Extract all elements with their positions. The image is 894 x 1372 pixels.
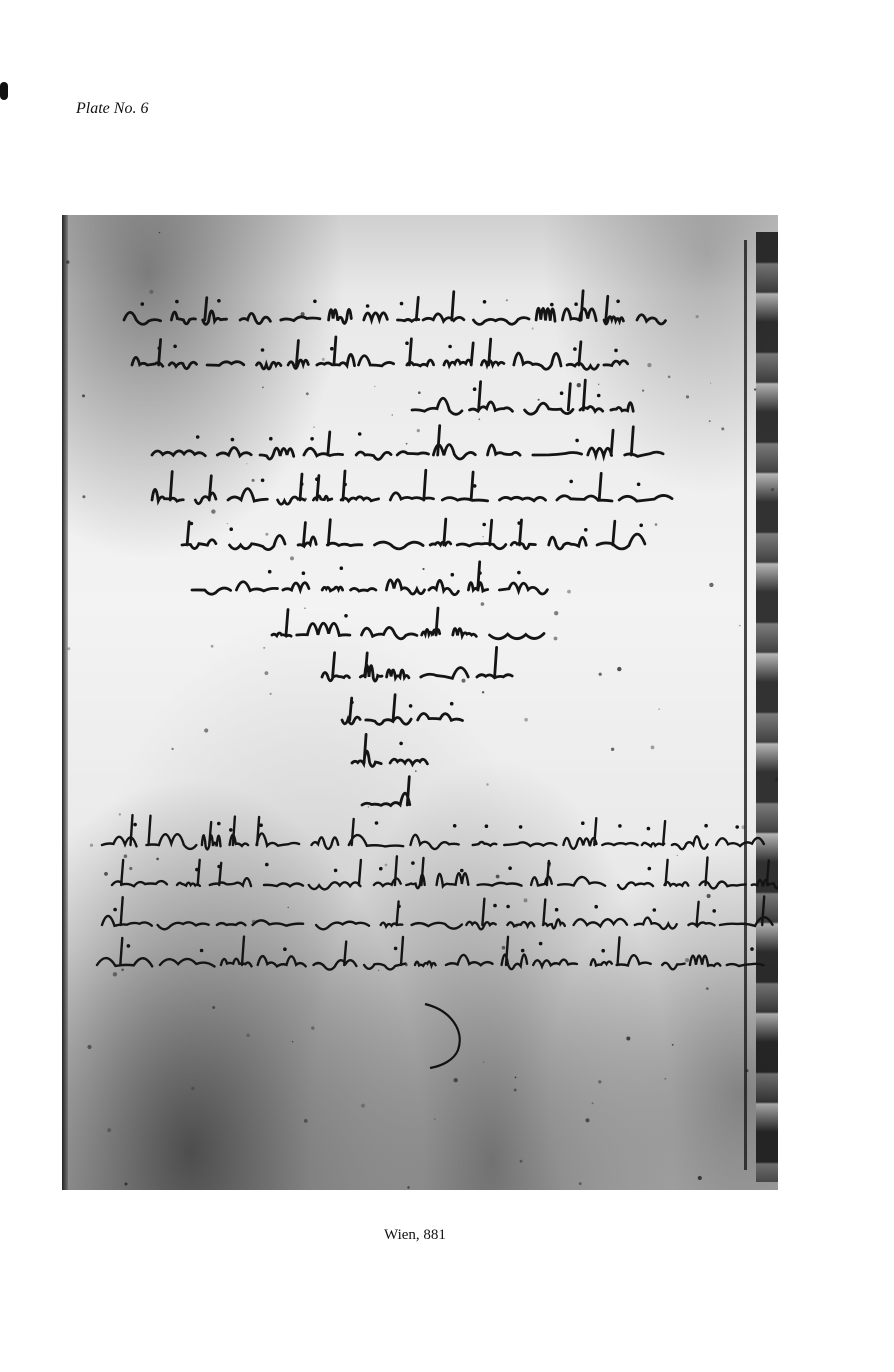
ink-stroke xyxy=(132,337,628,369)
diacritic-dot xyxy=(550,303,554,307)
diacritic-dot xyxy=(229,828,233,832)
paper-speck xyxy=(483,536,484,537)
diacritic-dot xyxy=(229,527,233,531)
paper-speck xyxy=(82,394,85,397)
paper-speck xyxy=(515,1077,517,1079)
paper-speck xyxy=(252,479,255,482)
paper-speck xyxy=(270,693,272,695)
ink-stroke xyxy=(412,380,633,414)
paper-speck xyxy=(265,533,268,536)
plate-number: Plate No. 6 xyxy=(76,100,149,117)
diacritic-dot xyxy=(127,944,131,948)
paper-speck xyxy=(156,858,159,861)
ink-stroke xyxy=(272,608,544,639)
diacritic-dot xyxy=(614,349,618,353)
paper-speck xyxy=(171,748,173,750)
diacritic-dot xyxy=(265,863,269,867)
paper-speck xyxy=(378,970,379,971)
diacritic-dot xyxy=(448,345,452,349)
diacritic-dot xyxy=(616,300,620,304)
paper-speck xyxy=(246,1034,250,1038)
paper-speck xyxy=(482,691,484,693)
diacritic-dot xyxy=(340,566,344,570)
paper-speck xyxy=(422,568,424,570)
diacritic-dot xyxy=(411,861,415,865)
diacritic-dot xyxy=(704,824,708,828)
paper-speck xyxy=(503,636,504,637)
paper-speck xyxy=(301,312,305,316)
paper-speck xyxy=(658,709,659,710)
diacritic-dot xyxy=(450,702,454,706)
paper-speck xyxy=(124,854,128,858)
diacritic-dot xyxy=(330,347,334,351)
paper-speck xyxy=(290,556,294,560)
paper-speck xyxy=(746,1069,749,1072)
diacritic-dot xyxy=(473,387,477,391)
script-line xyxy=(132,337,628,369)
diacritic-dot xyxy=(482,523,486,527)
diacritic-dot xyxy=(141,302,145,306)
diacritic-dot xyxy=(597,394,601,398)
paper-speck xyxy=(87,1045,91,1049)
paper-speck xyxy=(204,728,208,732)
paper-speck xyxy=(567,590,571,594)
paper-speck xyxy=(549,865,551,867)
paper-speck xyxy=(407,1186,409,1188)
paper-speck xyxy=(554,637,558,641)
diacritic-dot xyxy=(555,908,559,912)
diacritic-dot xyxy=(366,304,370,308)
colophon-ornament xyxy=(420,1000,470,1070)
paper-speck xyxy=(374,386,376,388)
diacritic-dot xyxy=(283,947,287,951)
paper-speck xyxy=(706,987,709,990)
diacritic-dot xyxy=(493,904,497,908)
paper-speck xyxy=(514,1089,517,1092)
paper-speck xyxy=(742,825,746,829)
script-line xyxy=(272,608,544,639)
paper-speck xyxy=(698,1176,702,1180)
paper-speck xyxy=(754,388,756,390)
paper-speck xyxy=(672,1044,674,1046)
paper-speck xyxy=(227,523,228,524)
paper-speck xyxy=(502,946,506,950)
diacritic-dot xyxy=(453,824,457,828)
script-line xyxy=(112,856,778,889)
script-line xyxy=(152,470,672,504)
script-line xyxy=(102,815,764,849)
ink-stroke xyxy=(102,896,773,929)
paper-speck xyxy=(524,718,528,722)
script-line xyxy=(97,937,764,970)
paper-speck xyxy=(506,299,508,301)
paper-speck xyxy=(771,488,774,491)
paper-speck xyxy=(577,383,581,387)
diacritic-dot xyxy=(261,348,265,352)
paper-speck xyxy=(617,667,621,671)
paper-speck xyxy=(292,1041,293,1042)
paper-speck xyxy=(434,1118,436,1120)
ink-stroke xyxy=(322,647,512,681)
paper-speck xyxy=(263,647,265,649)
paper-speck xyxy=(107,1128,111,1132)
diacritic-dot xyxy=(712,909,716,913)
paper-speck xyxy=(585,1118,589,1122)
paper-speck xyxy=(454,1078,458,1082)
paper-speck xyxy=(664,1078,666,1080)
paper-speck xyxy=(309,317,310,318)
diacritic-dot xyxy=(575,439,579,443)
diacritic-dot xyxy=(735,825,739,829)
diacritic-dot xyxy=(358,432,362,436)
ink-stroke xyxy=(152,470,672,504)
ink-stroke xyxy=(124,291,666,325)
paper-speck xyxy=(483,1061,484,1062)
paper-speck xyxy=(415,770,417,772)
diacritic-dot xyxy=(173,345,177,349)
diacritic-dot xyxy=(259,823,263,827)
diacritic-dot xyxy=(268,570,272,574)
paper-speck xyxy=(246,463,247,464)
script-line xyxy=(124,291,666,325)
ink-stroke xyxy=(192,562,547,595)
paper-speck xyxy=(709,583,713,587)
script-line xyxy=(192,562,547,595)
diacritic-dot xyxy=(569,480,573,484)
diacritic-dot xyxy=(399,742,403,746)
script-line xyxy=(412,380,633,414)
paper-speck xyxy=(462,679,466,683)
diacritic-dot xyxy=(261,479,265,483)
diacritic-dot xyxy=(269,437,273,441)
script-line xyxy=(102,896,773,929)
ink-stroke xyxy=(362,777,410,806)
paper-speck xyxy=(66,260,69,263)
diacritic-dot xyxy=(639,524,643,528)
diacritic-dot xyxy=(560,391,564,395)
paper-speck xyxy=(385,864,388,867)
ink-stroke xyxy=(152,426,663,460)
diacritic-dot xyxy=(200,949,204,953)
paper-speck xyxy=(709,420,711,422)
paper-speck xyxy=(361,1104,365,1108)
diacritic-dot xyxy=(344,614,348,618)
paper-speck xyxy=(599,673,602,676)
paper-speck xyxy=(288,907,289,908)
diacritic-dot xyxy=(637,483,641,487)
paper-speck xyxy=(159,232,160,233)
paper-speck xyxy=(417,429,420,432)
diacritic-dot xyxy=(573,347,577,351)
paper-speck xyxy=(406,443,408,445)
paper-speck xyxy=(304,498,307,501)
diacritic-dot xyxy=(506,905,510,909)
paper-speck xyxy=(538,399,540,401)
paper-speck xyxy=(304,607,306,609)
script-line xyxy=(352,734,427,766)
diacritic-dot xyxy=(521,949,525,953)
paper-speck xyxy=(486,783,488,785)
script-line xyxy=(342,695,463,725)
paper-speck xyxy=(481,602,485,606)
paper-speck xyxy=(129,867,132,870)
diacritic-dot xyxy=(217,299,221,303)
paper-speck xyxy=(149,290,153,294)
diacritic-dot xyxy=(196,435,200,439)
paper-speck xyxy=(707,894,711,898)
paper-speck xyxy=(677,855,678,856)
paper-speck xyxy=(579,1182,582,1185)
ink-stroke xyxy=(352,734,427,766)
paper-speck xyxy=(82,495,85,498)
paper-speck xyxy=(478,418,480,420)
paper-speck xyxy=(626,1037,630,1041)
diacritic-dot xyxy=(584,528,588,532)
paper-speck xyxy=(392,414,393,415)
diacritic-dot xyxy=(175,300,179,304)
diacritic-dot xyxy=(394,947,398,951)
paper-speck xyxy=(739,625,741,627)
diacritic-dot xyxy=(601,949,605,953)
binding-mark xyxy=(0,82,8,100)
paper-speck xyxy=(647,363,651,367)
paper-speck xyxy=(598,384,599,385)
paper-speck xyxy=(322,358,325,361)
paper-speck xyxy=(592,1102,594,1104)
paper-speck xyxy=(113,972,117,976)
paper-speck xyxy=(90,844,93,847)
script-line xyxy=(362,777,410,806)
paper-speck xyxy=(710,383,711,384)
diacritic-dot xyxy=(231,438,235,442)
diacritic-dot xyxy=(217,822,221,826)
diacritic-dot xyxy=(133,823,137,827)
paper-speck xyxy=(496,875,500,879)
diacritic-dot xyxy=(581,821,585,825)
diacritic-dot xyxy=(574,302,578,306)
paper-speck xyxy=(125,1183,128,1186)
paper-speck xyxy=(642,390,644,392)
diacritic-dot xyxy=(594,905,598,909)
paper-speck xyxy=(104,872,108,876)
paper-speck xyxy=(405,963,408,966)
paper-speck xyxy=(265,671,269,675)
paper-speck xyxy=(211,645,214,648)
diacritic-dot xyxy=(375,821,379,825)
paper-speck xyxy=(696,315,699,318)
diacritic-dot xyxy=(313,300,317,304)
diacritic-dot xyxy=(508,866,512,870)
diacritic-dot xyxy=(647,827,651,831)
paper-speck xyxy=(262,387,264,389)
diacritic-dot xyxy=(750,947,754,951)
diacritic-dot xyxy=(483,300,487,304)
diacritic-dot xyxy=(310,437,314,441)
paper-speck xyxy=(252,920,256,924)
paper-speck xyxy=(119,813,121,815)
ink-stroke xyxy=(112,856,778,889)
paper-speck xyxy=(313,426,315,428)
paper-speck xyxy=(685,958,689,962)
paper-speck xyxy=(554,611,558,615)
diacritic-dot xyxy=(379,867,383,871)
paper-speck xyxy=(775,777,778,781)
figure-caption: Wien, 881 xyxy=(384,1227,446,1243)
paper-speck xyxy=(515,925,518,928)
paper-speck xyxy=(550,541,551,542)
diacritic-dot xyxy=(302,571,306,575)
diacritic-dot xyxy=(460,869,464,873)
paper-speck xyxy=(655,523,658,526)
diacritic-dot xyxy=(648,867,652,871)
paper-speck xyxy=(721,427,724,430)
diacritic-dot xyxy=(653,908,657,912)
paper-speck xyxy=(368,806,369,807)
script-line xyxy=(182,519,645,550)
paper-speck xyxy=(651,746,655,750)
diacritic-dot xyxy=(451,573,455,577)
paper-speck xyxy=(311,1026,314,1029)
paper-speck xyxy=(306,392,309,395)
ink-stroke xyxy=(102,815,764,849)
paper-speck xyxy=(304,1119,308,1123)
diacritic-dot xyxy=(334,869,338,873)
paper-speck xyxy=(67,647,70,650)
diacritic-dot xyxy=(485,824,489,828)
paper-speck xyxy=(524,898,528,902)
ink-stroke xyxy=(97,937,764,970)
diacritic-dot xyxy=(113,908,117,912)
diacritic-dot xyxy=(618,824,622,828)
paper-speck xyxy=(520,1160,523,1163)
diacritic-dot xyxy=(517,571,521,575)
diacritic-dot xyxy=(405,341,409,345)
paper-speck xyxy=(598,1080,601,1083)
paper-speck xyxy=(418,391,421,394)
diacritic-dot xyxy=(539,942,543,946)
ink-stroke xyxy=(182,519,645,550)
diacritic-dot xyxy=(400,302,404,306)
paper-speck xyxy=(668,376,671,379)
diacritic-dot xyxy=(519,825,523,829)
paper-speck xyxy=(532,327,534,329)
script-line xyxy=(322,647,512,681)
diacritic-dot xyxy=(409,704,413,708)
paper-speck xyxy=(191,1087,194,1090)
paper-speck xyxy=(686,395,689,398)
paper-speck xyxy=(430,635,432,637)
paper-speck xyxy=(211,509,215,513)
paper-speck xyxy=(121,969,124,972)
paper-speck xyxy=(212,1006,215,1009)
paper-speck xyxy=(611,748,614,751)
ink-stroke xyxy=(342,695,463,725)
script-line xyxy=(152,426,663,460)
